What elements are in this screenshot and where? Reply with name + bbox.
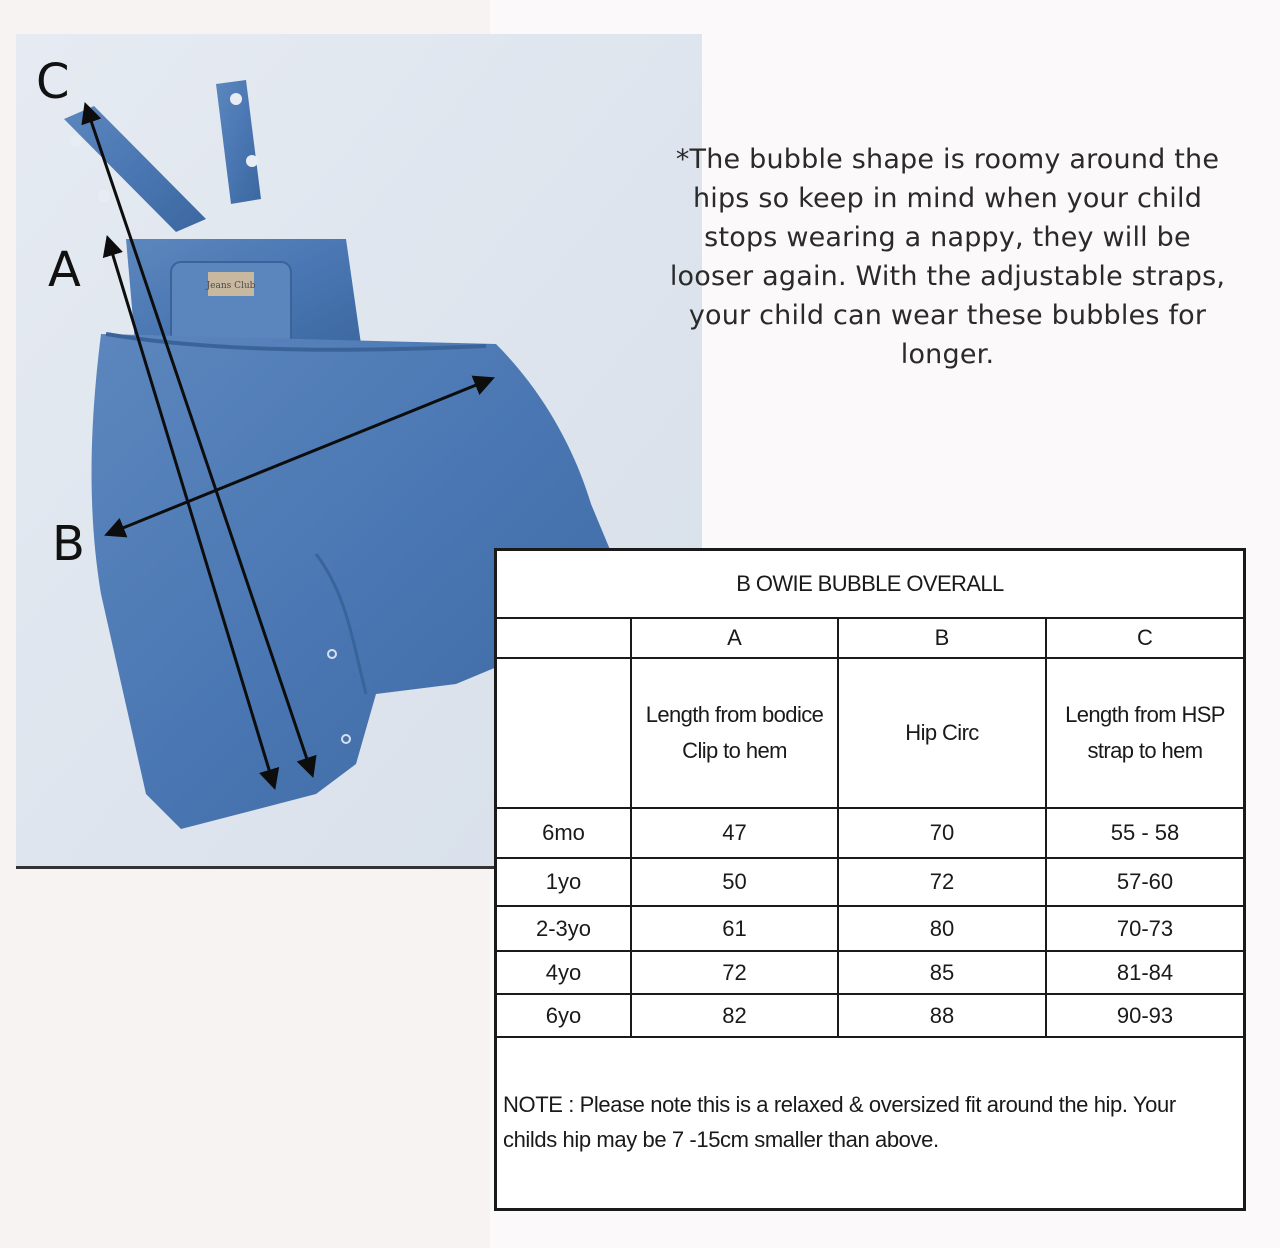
brand-patch-text: Jeans Club	[206, 281, 256, 291]
label-a: A	[48, 242, 81, 298]
photo-divider	[16, 866, 494, 869]
fit-caption: *The bubble shape is roomy around the hips so keep in mind when your child stops wearing a nappy, they will be looser again. With the adjustable straps, your child can wear these bubbles for longer.	[669, 144, 1226, 370]
row-value-c: 90-93	[1116, 1002, 1174, 1028]
label-b: B	[52, 516, 85, 572]
strap-button	[246, 155, 258, 167]
table-title: B OWIE BUBBLE OVERALL	[736, 571, 1004, 596]
row-value-a: 72	[722, 959, 747, 985]
column-description-b: Hip Circ	[905, 720, 979, 745]
row-value-a: 82	[722, 1002, 747, 1028]
table-rule	[497, 1036, 1243, 1038]
strap-button	[98, 190, 110, 202]
size-chart	[494, 548, 1246, 1211]
row-value-c: 55 - 58	[1110, 820, 1180, 845]
row-value-c: 57-60	[1116, 869, 1174, 894]
row-size: 2-3yo	[535, 915, 592, 941]
column-header-a: A	[727, 625, 742, 650]
strap-button	[230, 93, 242, 105]
row-value-b: 88	[929, 1002, 955, 1028]
row-size: 6mo	[542, 820, 585, 845]
row-value-b: 70	[929, 820, 955, 845]
row-value-b: 80	[929, 915, 955, 941]
column-header-c: C	[1137, 625, 1153, 650]
fit-note: NOTE : Please note this is a relaxed & oversized fit around the hip. Your childs hip may be 7 -15cm smaller than above.	[503, 1092, 1176, 1152]
column-header-b: B	[934, 625, 950, 650]
row-value-c: 81-84	[1116, 959, 1174, 985]
column-description-a: Length from bodice Clip to hem	[645, 702, 824, 763]
row-value-a: 50	[722, 869, 747, 894]
row-value-b: 85	[929, 959, 955, 985]
column-description-c: Length from HSP strap to hem	[1065, 702, 1225, 763]
row-value-b: 72	[929, 869, 955, 894]
row-value-a: 47	[722, 820, 747, 845]
row-size: 6yo	[545, 1002, 582, 1028]
row-size: 1yo	[545, 869, 582, 894]
row-value-a: 61	[722, 915, 747, 941]
row-size: 4yo	[545, 959, 582, 985]
row-value-c: 70-73	[1116, 915, 1174, 941]
label-c: C	[36, 54, 70, 110]
strap-button	[70, 135, 82, 147]
